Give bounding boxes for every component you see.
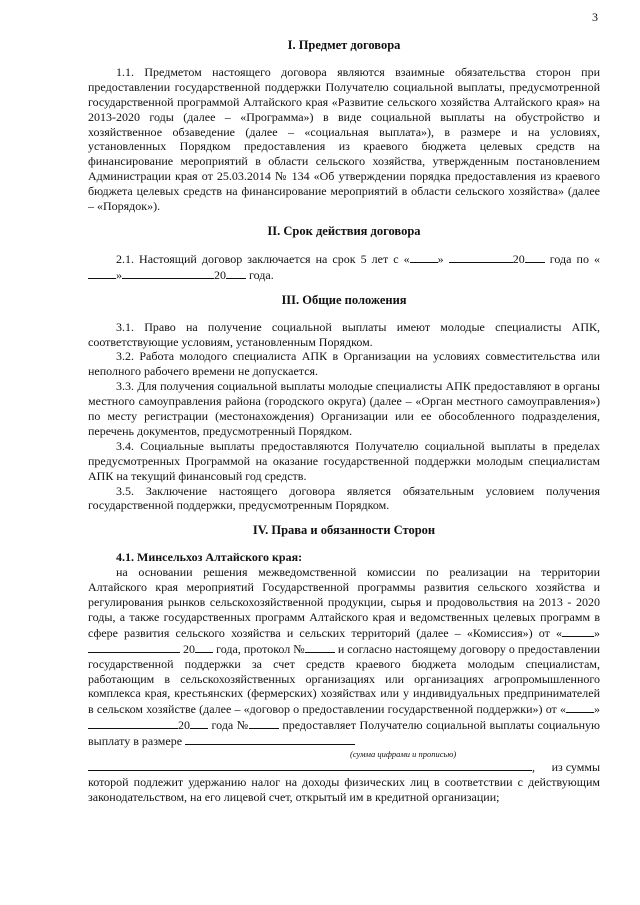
amount-continuation	[88, 759, 535, 775]
blank-amount	[185, 733, 355, 745]
blank-month-end	[122, 267, 214, 279]
blank-month-start	[449, 251, 513, 263]
clause-2-1-text: 2.1. Настоящий договор заключается на срок 5 лет с «	[116, 251, 410, 266]
clause-4-1-text-d: которой подлежит удержанию налог на доходы физических лиц в соответствии с действующим законодательством, на его лицевой счет, открытый им в кредитной организации;	[88, 774, 600, 804]
quote-open: «	[594, 251, 601, 266]
quote-close: »	[116, 267, 122, 282]
blank-commission-year	[195, 641, 213, 653]
quote-close: »	[594, 625, 600, 640]
year-prefix: 20	[178, 718, 190, 733]
blank-commission-day	[562, 625, 594, 637]
quote-close: »	[594, 702, 600, 717]
protocol-label: года, протокол №	[216, 641, 305, 656]
blank-year-start	[525, 251, 545, 263]
clause-4-1-text-b: и согласно настоящему договору о предоставлении государственной поддержки за счет средств краевого бюджета молодым специалистам, работающим в сельскохозяйственных организациях или организациях агропромышленного комплекса края, крестьянских (фермерских) хозяйствах или у индивидуальных предпринимателей в сельском хозяйстве (далее – «договор о предоставлении государственной поддержки») от	[88, 641, 601, 717]
clause-4-1-from-sum: из суммы	[551, 760, 600, 775]
blank-year-end	[226, 267, 246, 279]
clause-3-3: 3.3. Для получения социальной выплаты молодые специалисты АПК предоставляют в органы местного самоуправления района (городского округа) (далее – «Орган местного самоуправления») по месту регистрации (местонахождения) Организации или ее обособленного подразделения, перечень документов, предусмотренный Порядком.	[88, 379, 600, 438]
amount-hint: (сумма цифрами и прописью)	[350, 749, 457, 760]
agreement-number-label: года №	[211, 718, 249, 733]
blank-agreement-month	[88, 717, 178, 729]
section-1-heading: I. Предмет договора	[287, 38, 401, 52]
clause-4-1-text-a: на основании решения межведомственной комиссии по реализации на территории Алтайского края мероприятий Государственной программы развития сельского хозяйства и регулирования рынков сельскохозяйственной продукции, сырья и продовольствия на 2013 - 2020 годы, а также государственных программ Алтайского края и ведомственных целевых программ в сфере развития сельского хозяйства и сельских территорий (далее – «Комиссия») от «	[88, 565, 600, 640]
year-prefix: 20	[183, 641, 196, 656]
blank-agreement-day	[566, 701, 594, 713]
comma: ,	[532, 760, 535, 775]
section-3-heading: III. Общие положения	[281, 292, 407, 307]
section-2-heading: II. Срок действия договора	[267, 223, 421, 238]
section-4-heading: IV. Права и обязанности Сторон	[252, 523, 436, 538]
clause-2-1-to: года по	[549, 251, 589, 266]
year-prefix: 20	[512, 251, 525, 266]
blank-commission-month	[88, 641, 180, 653]
clause-3-5: 3.5. Заключение настоящего договора является обязательным условием получения государственной поддержки, предусмотренным Порядком.	[88, 483, 600, 513]
year-prefix: 20	[214, 267, 226, 282]
clause-3-4: 3.4. Социальные выплаты предоставляются Получателю социальной выплаты в пределах предусмотренных Программой на оказание государственной поддержки молодым специалистам АПК на текущий финансовый год средств.	[88, 438, 600, 483]
blank-day-start	[410, 251, 438, 263]
clause-3-1: 3.1. Право на получение социальной выплаты имеют молодые специалисты АПК, соответствующие условиям, установленным Порядком.	[88, 319, 600, 349]
clause-2-1-end: года.	[249, 267, 274, 282]
clause-4-1-body	[88, 565, 600, 749]
clause-4-1-text-c: предоставляет Получателю социальной выплаты социальную выплату в размере	[88, 718, 601, 749]
document-body	[88, 38, 600, 805]
clause-3-2: 3.2. Работа молодого специалиста АПК в Организации на условиях совместительства или неполного рабочего времени не допускается.	[88, 349, 600, 379]
quote-close: »	[437, 251, 444, 266]
clause-1-1: 1.1. Предметом настоящего договора являются взаимные обязательства сторон при предоставлении государственной поддержки Получателю социальной выплаты, предусмотренной государственной программой Алтайского края «Развитие сельского хозяйства Алтайского края» на 2013-2020 годы (далее – «Программа») в виде социальной выплаты на обустройство и хозяйственное обзаведение (далее – «социальная выплата»), в размере и на условиях, установленных Порядком предоставления из краевого бюджета целевых средств на финансирование мероприятий в области сельского хозяйства, утвержденным постановлением Администрации края от 25.03.2014 № 134 «Об утверждении порядка предоставления из краевого бюджета целевых средств на финансирование мероприятий в области сельского хозяйства» (далее – «Порядок»).	[88, 64, 600, 214]
blank-agreement-number	[249, 717, 279, 729]
amount-continuation-row	[88, 759, 600, 775]
quote-open: «	[560, 702, 566, 717]
clause-2-1	[88, 251, 600, 283]
blank-protocol-number	[305, 641, 335, 653]
clause-4-1-title: 4.1. Минсельхоз Алтайского края:	[116, 550, 303, 565]
page-number: 3	[592, 10, 598, 24]
blank-agreement-year	[190, 717, 208, 729]
blank-amount-continued	[88, 759, 532, 771]
blank-day-end	[88, 267, 116, 279]
